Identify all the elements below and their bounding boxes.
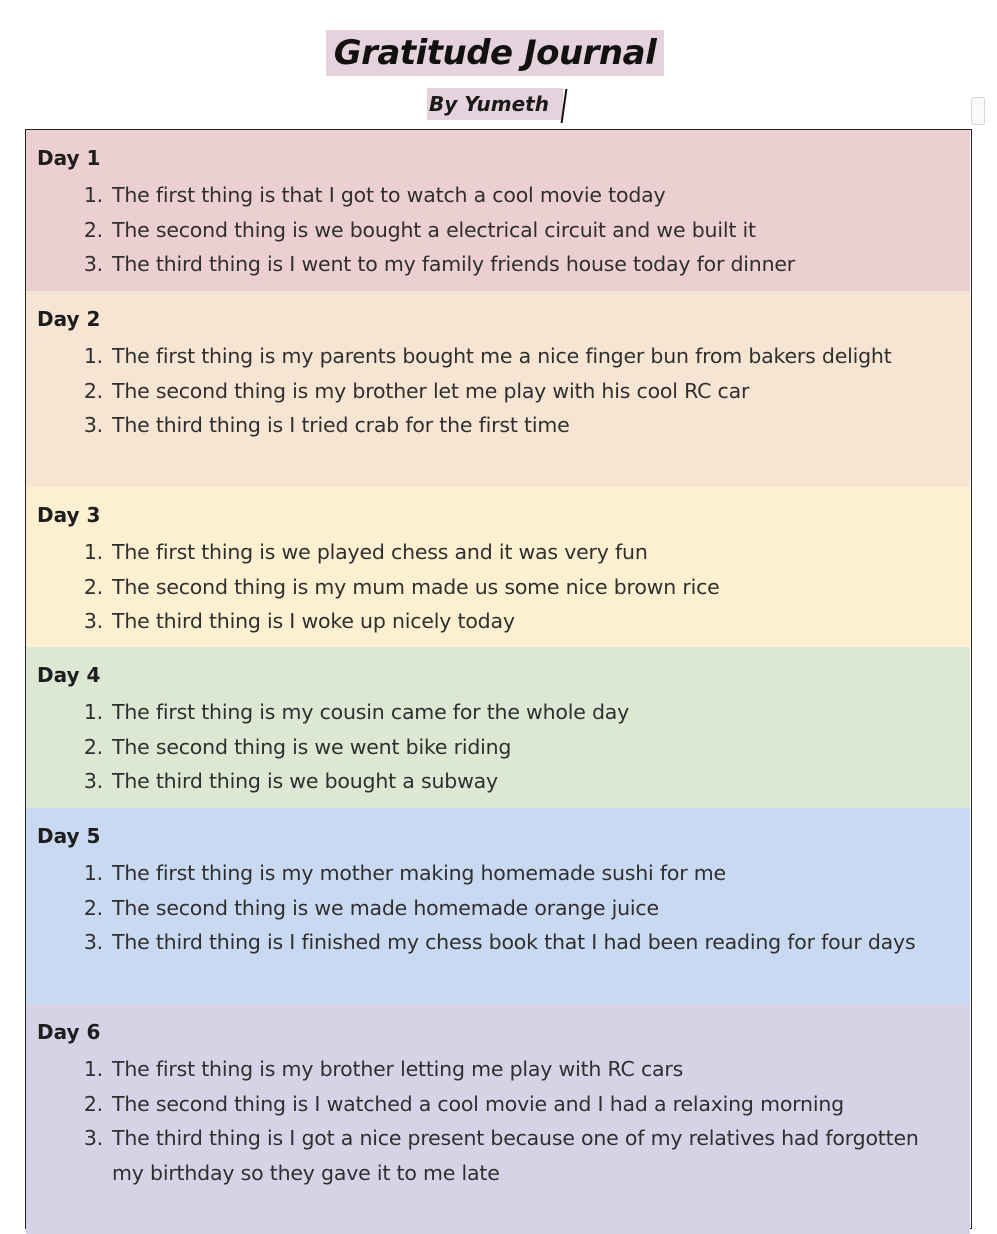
item-text: The first thing is my mother making homemade sushi for me <box>112 861 726 885</box>
gratitude-list <box>26 1052 970 1190</box>
gratitude-list <box>26 178 970 282</box>
item-text: The second thing is I watched a cool movie and I had a relaxing morning <box>112 1091 844 1116</box>
item-text: The first thing is my parents bought me a nice finger bun from bakers delight <box>112 344 892 368</box>
item-number: 1. <box>83 700 103 724</box>
item-number: 2. <box>83 1091 103 1116</box>
list-item[interactable] <box>26 695 970 730</box>
list-item[interactable] <box>26 339 970 374</box>
day-4-cell[interactable] <box>26 647 970 809</box>
item-number: 3. <box>83 769 103 793</box>
item-text: The second thing is my mum made us some nice brown rice <box>112 574 720 599</box>
item-number: 2. <box>83 734 103 759</box>
gratitude-list <box>26 856 970 960</box>
item-number: 2. <box>83 574 103 599</box>
day-title: Day 2 <box>37 307 101 331</box>
day-title: Day 1 <box>37 146 101 170</box>
list-item[interactable] <box>26 570 970 605</box>
item-number: 2. <box>83 895 103 920</box>
list-item[interactable] <box>26 1121 970 1190</box>
day-5-cell[interactable] <box>26 808 970 1005</box>
gratitude-list <box>26 695 970 799</box>
list-item[interactable] <box>26 764 970 799</box>
item-number: 1. <box>83 344 103 368</box>
item-number: 2. <box>83 217 103 242</box>
item-number: 3. <box>83 413 103 437</box>
item-number: 3. <box>83 1126 103 1150</box>
item-number: 1. <box>83 1057 103 1081</box>
list-item[interactable] <box>26 925 970 960</box>
list-item[interactable] <box>26 730 970 765</box>
list-item[interactable] <box>26 374 970 409</box>
item-text: The third thing is I woke up nicely today <box>112 609 515 633</box>
list-item[interactable] <box>26 856 970 891</box>
item-text: The third thing is we bought a subway <box>112 769 498 793</box>
item-number: 1. <box>83 183 103 207</box>
item-number: 1. <box>83 540 103 564</box>
item-number: 3. <box>83 252 103 276</box>
gratitude-list <box>26 535 970 639</box>
list-item[interactable] <box>26 178 970 213</box>
list-item[interactable] <box>26 891 970 926</box>
list-item[interactable] <box>26 1052 970 1087</box>
day-title: Day 6 <box>37 1020 101 1044</box>
day-1-cell[interactable] <box>26 130 970 292</box>
item-number: 3. <box>83 930 103 954</box>
item-text: The third thing is I got a nice present because one of my relatives had forgotten my birthday so they gave it to me late <box>112 1126 919 1185</box>
list-item[interactable] <box>26 535 970 570</box>
list-item[interactable] <box>26 1087 970 1122</box>
item-text: The third thing is I went to my family friends house today for dinner <box>112 252 796 276</box>
item-text: The third thing is I finished my chess book that I had been reading for four days <box>112 930 916 954</box>
author-byline[interactable]: By Yumeth <box>427 88 563 120</box>
item-text: The first thing is that I got to watch a cool movie today <box>112 183 666 207</box>
comment-handle-icon[interactable] <box>971 97 985 125</box>
day-title: Day 4 <box>37 663 101 687</box>
item-text: The third thing is I tried crab for the first time <box>112 413 570 437</box>
item-text: The first thing is we played chess and it was very fun <box>112 540 648 564</box>
item-text: The first thing is my brother letting me play with RC cars <box>112 1057 684 1081</box>
day-title: Day 5 <box>37 824 101 848</box>
day-3-cell[interactable] <box>26 487 970 648</box>
item-text: The second thing is my brother let me play with his cool RC car <box>112 378 750 403</box>
journal-table <box>25 129 972 1229</box>
gratitude-list <box>26 339 970 443</box>
item-number: 1. <box>83 861 103 885</box>
day-title: Day 3 <box>37 503 101 527</box>
item-text: The first thing is my cousin came for the whole day <box>112 700 630 724</box>
item-text: The second thing is we made homemade orange juice <box>112 895 659 920</box>
item-number: 2. <box>83 378 103 403</box>
item-text: The second thing is we bought a electrical circuit and we built it <box>112 217 756 242</box>
page-title[interactable]: Gratitude Journal <box>326 30 664 76</box>
item-text: The second thing is we went bike riding <box>112 734 512 759</box>
list-item[interactable] <box>26 604 970 639</box>
day-2-cell[interactable] <box>26 291 970 488</box>
list-item[interactable] <box>26 247 970 282</box>
list-item[interactable] <box>26 213 970 248</box>
item-number: 3. <box>83 609 103 633</box>
list-item[interactable] <box>26 408 970 443</box>
